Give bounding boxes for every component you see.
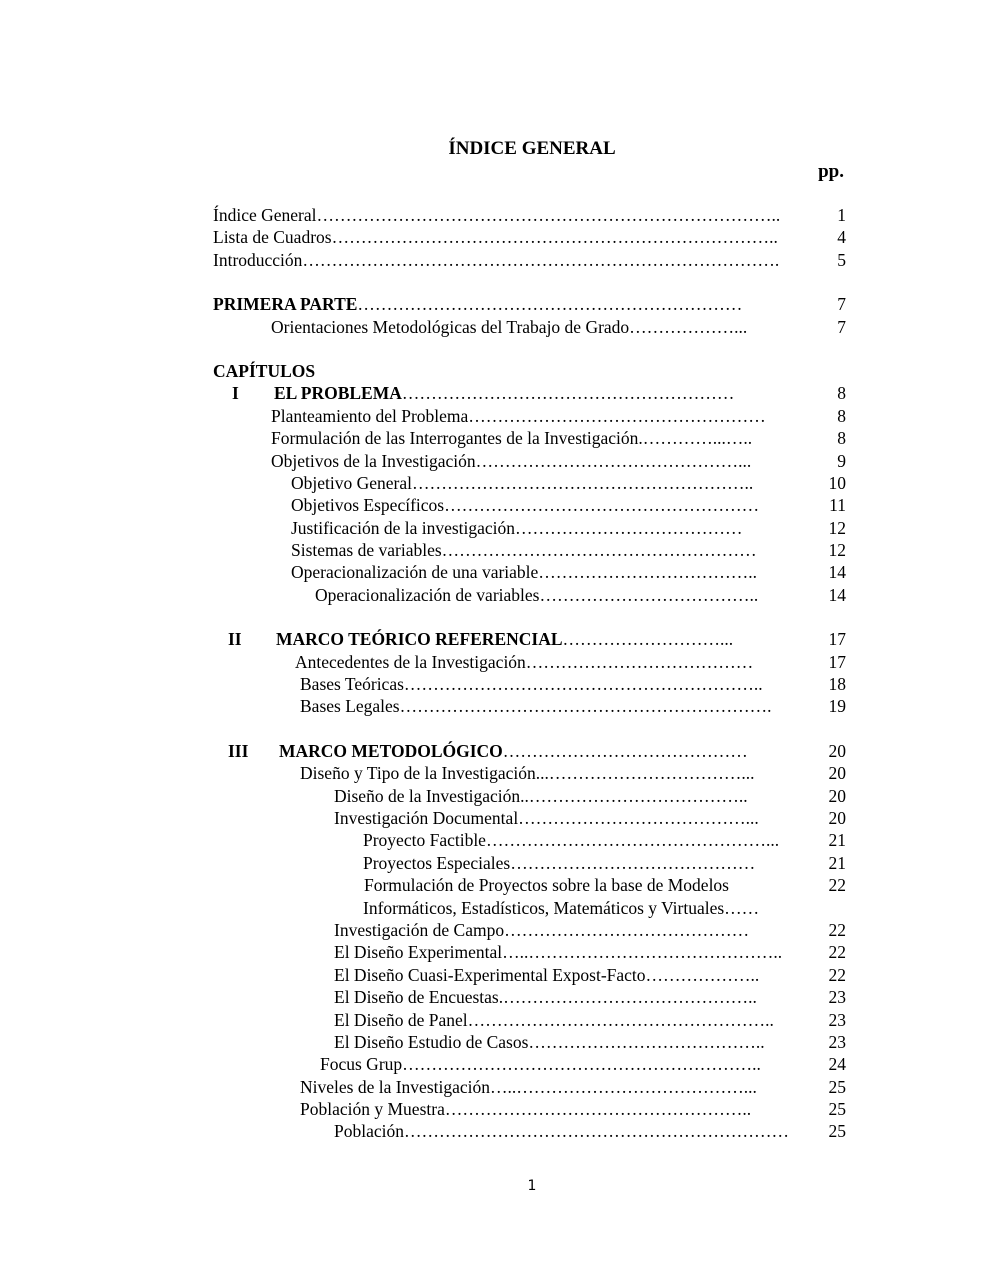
toc-entry bbox=[0, 941, 990, 963]
toc-page-number: 9 bbox=[837, 450, 846, 471]
toc-page-number: 18 bbox=[828, 674, 846, 695]
toc-entry bbox=[0, 517, 990, 539]
toc-page-number: 19 bbox=[828, 696, 846, 717]
toc-entry-text: Índice General…………………………………………………………………….. bbox=[213, 205, 781, 225]
toc-entry-title bbox=[271, 427, 752, 449]
toc-entry-title bbox=[213, 204, 780, 226]
toc-entry bbox=[0, 695, 990, 717]
toc-entry bbox=[0, 852, 990, 874]
toc-entry bbox=[0, 427, 990, 449]
toc-entry-text: Orientaciones Metodológicas del Trabajo de Grado………………... bbox=[271, 316, 748, 337]
toc-page-number: 4 bbox=[837, 227, 846, 248]
toc-entry bbox=[0, 494, 990, 516]
table-of-contents bbox=[0, 204, 990, 1143]
toc-entry bbox=[0, 249, 990, 271]
toc-entry bbox=[0, 226, 990, 248]
toc-entry-title bbox=[334, 807, 759, 829]
toc-entry-text: Justificación de la investigación………………………………… bbox=[291, 517, 743, 538]
toc-entry bbox=[0, 874, 990, 896]
toc-entry-title bbox=[334, 1120, 789, 1142]
toc-page-number: 12 bbox=[828, 517, 846, 538]
toc-entry-text: Proyectos Especiales…………………………………… bbox=[363, 852, 756, 873]
chapter-number: I bbox=[232, 383, 239, 404]
toc-entry-title bbox=[300, 695, 772, 717]
toc-entry bbox=[0, 1009, 990, 1031]
toc-page-number: 8 bbox=[837, 383, 846, 404]
toc-entry bbox=[0, 628, 990, 650]
toc-entry-text: Operacionalización de una variable……………………………….. bbox=[291, 562, 758, 583]
toc-page-number: 25 bbox=[828, 1099, 846, 1120]
toc-page-number: 24 bbox=[828, 1054, 846, 1075]
toc-entry bbox=[0, 1120, 990, 1142]
toc-entry-title bbox=[320, 1053, 761, 1075]
toc-entry-text: Sistemas de variables……………………………………………… bbox=[291, 540, 757, 561]
page-title: ÍNDICE GENERAL bbox=[448, 138, 616, 159]
toc-entry-text: Bases Teóricas…………………………………………………….. bbox=[300, 674, 763, 695]
toc-page-number: 23 bbox=[828, 1031, 846, 1052]
section-heading: PRIMERA PARTE bbox=[213, 294, 358, 315]
toc-entry-text: Formulación de Proyectos sobre la base de Modelos bbox=[364, 875, 729, 896]
toc-entry-text: Objetivo General………………………………………………….. bbox=[291, 472, 754, 493]
toc-entry bbox=[0, 807, 990, 829]
toc-page-number: 20 bbox=[828, 740, 846, 761]
toc-entry-text: Bases Legales………………………………………………………. bbox=[300, 696, 772, 717]
spacer bbox=[0, 606, 990, 628]
spacer bbox=[0, 338, 990, 360]
section-heading: EL PROBLEMA bbox=[274, 383, 402, 404]
toc-page-number: 8 bbox=[837, 405, 846, 426]
toc-entry-text: Diseño y Tipo de la Investigación...……………………………... bbox=[300, 763, 755, 784]
toc-entry-title bbox=[363, 897, 759, 919]
spacer bbox=[0, 718, 990, 740]
toc-page-number: 8 bbox=[837, 428, 846, 449]
toc-entry-title bbox=[276, 628, 733, 650]
toc-entry-title bbox=[291, 561, 757, 583]
chapter-number: III bbox=[228, 740, 249, 761]
toc-entry-title bbox=[271, 450, 751, 472]
toc-entry-title bbox=[334, 986, 757, 1008]
toc-entry bbox=[0, 405, 990, 427]
toc-entry-text: Informáticos, Estadísticos, Matemáticos y Virtuales…… bbox=[363, 897, 760, 918]
toc-entry-text: ………………………... bbox=[562, 629, 734, 650]
toc-entry-title bbox=[334, 1031, 765, 1053]
toc-entry-text: Operacionalización de variables……………………………….. bbox=[315, 584, 759, 605]
toc-entry bbox=[0, 919, 990, 941]
toc-entry bbox=[0, 829, 990, 851]
toc-entry bbox=[0, 539, 990, 561]
toc-entry-title bbox=[334, 1009, 774, 1031]
toc-entry-text: El Diseño de Encuestas.…………………………………….. bbox=[334, 987, 757, 1008]
toc-entry-text: …………………………………… bbox=[502, 740, 748, 761]
toc-entry-title bbox=[213, 360, 315, 382]
toc-entry-title bbox=[300, 673, 763, 695]
toc-entry bbox=[0, 316, 990, 338]
toc-page-number: 1 bbox=[837, 205, 846, 225]
toc-entry-text: El Diseño Experimental…..…………………………………….. bbox=[334, 942, 783, 963]
toc-page-number: 22 bbox=[828, 942, 846, 963]
toc-entry-title bbox=[363, 829, 779, 851]
toc-entry-title bbox=[334, 919, 749, 941]
toc-entry bbox=[0, 740, 990, 762]
page-number: 1 bbox=[527, 1178, 537, 1194]
toc-entry bbox=[0, 204, 990, 226]
toc-entry bbox=[0, 897, 990, 919]
toc-entry bbox=[0, 785, 990, 807]
toc-entry bbox=[0, 986, 990, 1008]
toc-entry-title bbox=[300, 1098, 751, 1120]
toc-entry-text: El Diseño Cuasi-Experimental Expost-Facto……………….. bbox=[334, 964, 760, 985]
toc-entry-title bbox=[334, 785, 748, 807]
toc-page-number: 23 bbox=[828, 987, 846, 1008]
toc-page-number: 11 bbox=[829, 495, 846, 516]
toc-entry-text: Diseño de la Investigación..……………………………….. bbox=[334, 785, 748, 806]
toc-entry-text: Planteamiento del Problema…………………………………………… bbox=[271, 405, 766, 426]
toc-entry bbox=[0, 1098, 990, 1120]
section-heading: MARCO METODOLÓGICO bbox=[279, 740, 503, 761]
toc-entry-title bbox=[271, 405, 766, 427]
toc-page-number: 21 bbox=[828, 852, 846, 873]
toc-page-number: 20 bbox=[828, 763, 846, 784]
toc-page-number: 7 bbox=[837, 316, 846, 337]
toc-entry-title bbox=[213, 249, 779, 271]
toc-page-number: 14 bbox=[828, 562, 846, 583]
toc-entry-text: Focus Grup…………………………………………………….. bbox=[320, 1054, 761, 1075]
toc-entry-text: Objetivos de la Investigación………………………………………... bbox=[271, 450, 752, 471]
toc-page-number: 7 bbox=[837, 294, 846, 315]
toc-page-number: 17 bbox=[828, 651, 846, 672]
toc-entry-title bbox=[300, 1076, 757, 1098]
toc-page-number: 5 bbox=[837, 249, 846, 270]
toc-entry bbox=[0, 382, 990, 404]
toc-entry-text: Formulación de las Interrogantes de la Investigación.…………...….. bbox=[271, 428, 753, 449]
toc-entry bbox=[0, 762, 990, 784]
toc-page-number: 20 bbox=[828, 785, 846, 806]
toc-entry bbox=[0, 651, 990, 673]
toc-entry bbox=[0, 561, 990, 583]
toc-entry-text: El Diseño Estudio de Casos………………………………….. bbox=[334, 1031, 765, 1052]
toc-page-number: 22 bbox=[828, 919, 846, 940]
toc-page-number: 21 bbox=[828, 830, 846, 851]
toc-entry-title bbox=[363, 852, 755, 874]
toc-entry-text: El Diseño de Panel…………………………………………….. bbox=[334, 1009, 774, 1030]
toc-entry-text: Objetivos Específicos……………………………………………… bbox=[291, 495, 760, 516]
toc-entry-title bbox=[334, 941, 782, 963]
toc-entry-title bbox=[271, 316, 747, 338]
toc-entry-title bbox=[291, 472, 753, 494]
toc-page-number: 14 bbox=[828, 584, 846, 605]
toc-entry bbox=[0, 472, 990, 494]
toc-entry bbox=[0, 964, 990, 986]
toc-entry-title bbox=[291, 517, 743, 539]
toc-page-number: 25 bbox=[828, 1076, 846, 1097]
toc-entry-text: Investigación de Campo…………………………………… bbox=[334, 919, 750, 940]
toc-entry-text: ………………………………………………… bbox=[401, 383, 735, 404]
toc-entry bbox=[0, 1076, 990, 1098]
toc-entry-title bbox=[364, 874, 729, 896]
toc-entry-text: Población………………………………………………………… bbox=[334, 1121, 789, 1142]
toc-entry-title bbox=[295, 651, 753, 673]
toc-entry bbox=[0, 293, 990, 315]
toc-entry bbox=[0, 1053, 990, 1075]
toc-entry bbox=[0, 584, 990, 606]
toc-entry bbox=[0, 673, 990, 695]
toc-page-number: 20 bbox=[828, 807, 846, 828]
toc-page-number: 23 bbox=[828, 1009, 846, 1030]
toc-page-number: 25 bbox=[828, 1121, 846, 1142]
section-heading: CAPÍTULOS bbox=[213, 360, 316, 381]
toc-entry bbox=[0, 450, 990, 472]
toc-entry-title bbox=[291, 494, 759, 516]
toc-entry-title bbox=[213, 226, 778, 248]
toc-page-number: 10 bbox=[828, 472, 846, 493]
toc-entry-text: Niveles de la Investigación…..…………………………………... bbox=[300, 1076, 757, 1097]
toc-entry bbox=[0, 360, 990, 382]
toc-page-number: 22 bbox=[828, 875, 846, 896]
toc-entry-title bbox=[315, 584, 758, 606]
toc-entry-title bbox=[213, 293, 742, 315]
toc-page-number: 17 bbox=[828, 629, 846, 650]
toc-entry-title bbox=[300, 762, 755, 784]
toc-entry-text: ………………………………………………………… bbox=[357, 294, 743, 315]
toc-entry-text: Proyecto Factible…………………………………………... bbox=[363, 830, 780, 851]
page-column-header: pp. bbox=[818, 161, 844, 182]
toc-entry-text: Introducción………………………………………………………………………. bbox=[213, 249, 780, 270]
toc-entry-text: Antecedentes de la Investigación………………………………… bbox=[295, 651, 754, 672]
toc-entry-title bbox=[334, 964, 759, 986]
chapter-number: II bbox=[228, 629, 242, 650]
toc-page-number: 12 bbox=[828, 540, 846, 561]
toc-entry bbox=[0, 1031, 990, 1053]
toc-entry-text: Investigación Documental…………………………………... bbox=[334, 807, 759, 828]
toc-entry-title bbox=[291, 539, 757, 561]
toc-entry-title bbox=[274, 382, 734, 404]
toc-entry-text: Población y Muestra…………………………………………….. bbox=[300, 1099, 752, 1120]
toc-entry-text: Lista de Cuadros………………………………………………………………….. bbox=[213, 227, 778, 248]
spacer bbox=[0, 271, 990, 293]
section-heading: MARCO TEÓRICO REFERENCIAL bbox=[276, 629, 563, 650]
toc-page-number: 22 bbox=[828, 964, 846, 985]
toc-entry-title bbox=[279, 740, 748, 762]
